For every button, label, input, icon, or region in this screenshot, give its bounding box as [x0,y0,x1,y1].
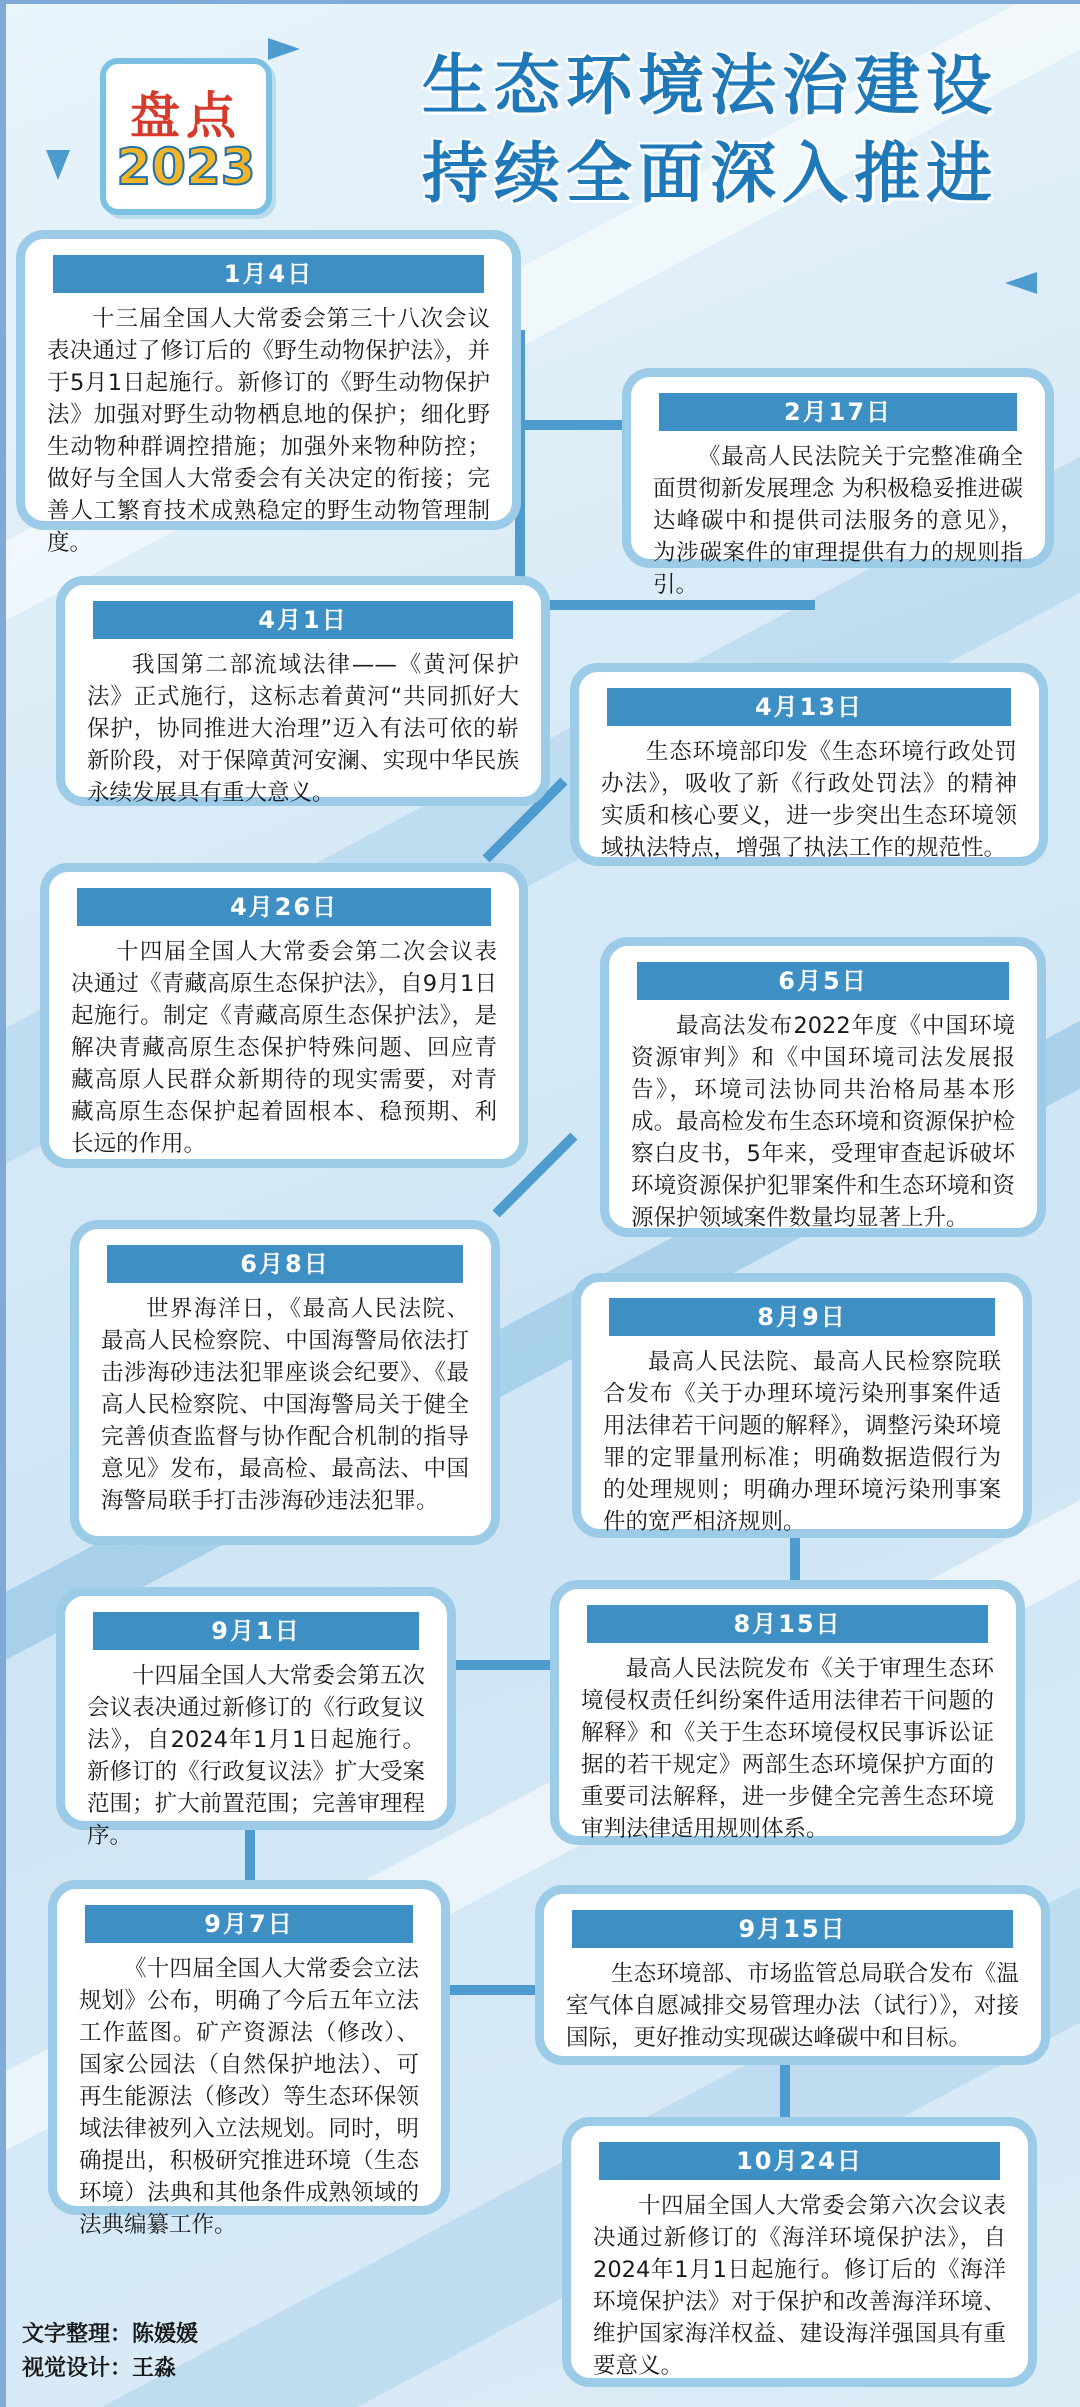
event-text: 生态环境部印发《生态环境行政处罚办法》，吸收了新《行政处罚法》的精神实质和核心要义，进一步突出生态环境领域执法特点，增强了执法工作的规范性。 [601,739,1017,861]
event-date: 8月15日 [587,1605,988,1643]
top-border [0,0,1080,4]
event-card-0907 [48,1880,450,2238]
event-date: 4月1日 [93,601,513,639]
event-date: 9月15日 [572,1910,1013,1948]
event-text: 《最高人民法院关于完整准确全面贯彻新发展理念 为积极稳妥推进碳达峰碳中和提供司法服务的意见》，为涉碳案件的审理提供有力的规则指引。 [653,444,1023,598]
timeline-connector [450,1660,560,1670]
page-title-line2: 持续全面深入推进 [422,135,998,212]
badge-year: 2023 [116,138,256,196]
credit-designer: 视觉设计：王淼 [22,2356,177,2381]
event-card-0915 [535,1885,1050,2065]
credits [22,2318,198,2386]
event-card-0217 [622,368,1054,598]
event-card-0608 [70,1220,500,1545]
event-card-0809 [572,1273,1032,1538]
event-date: 6月5日 [637,962,1009,1000]
event-date: 9月1日 [93,1612,419,1650]
event-card-0426 [40,863,528,1168]
event-text: 最高人民法院发布《关于审理生态环境侵权责任纠纷案件适用法律若干问题的解释》和《关于生态环境侵权民事诉讼证据的若干规定》两部生态环境保护方面的重要司法解释，进一步健全完善生态环境审判法律适用规则体系。 [581,1656,994,1842]
event-date: 2月17日 [659,393,1017,431]
event-text: 十四届全国人大常委会第五次会议表决通过新修订的《行政复议法》，自2024年1月1日起施行。新修订的《行政复议法》扩大受案范围；扩大前置范围；完善审理程序。 [87,1663,425,1849]
timeline-connector [780,2060,790,2120]
event-text: 生态环境部、市场监管总局联合发布《温室气体自愿减排交易管理办法（试行）》，对接国际，更好推动实现碳达峰碳中和目标。 [566,1961,1019,2051]
triangle-icon [1005,272,1037,294]
page-title-line1: 生态环境法治建设 [422,47,998,124]
event-card-0815 [550,1580,1025,1845]
event-card-0901 [56,1587,456,1849]
badge-label: 盘点 [130,87,242,145]
event-date: 4月13日 [607,688,1011,726]
event-card-1024 [562,2117,1037,2387]
event-date: 9月7日 [85,1905,413,1943]
event-card-0605 [600,937,1046,1237]
credit-writer: 文字整理：陈媛媛 [22,2322,199,2347]
event-text: 十四届全国人大常委会第六次会议表决通过新修订的《海洋环境保护法》，自2024年1月1日起施行。修订后的《海洋环境保护法》对于保护和改善海洋环境、维护国家海洋权益、建设海洋强国具有重要意义。 [593,2193,1006,2379]
event-date: 8月9日 [609,1298,995,1336]
event-date: 4月26日 [77,888,491,926]
event-date: 10月24日 [599,2142,1000,2180]
event-text: 最高法发布2022年度《中国环境资源审判》和《中国环境司法发展报告》，环境司法协同共治格局基本形成。最高检发布生态环境和资源保护检察白皮书，5年来，受理审查起诉破坏环境资源保护犯罪案件和生态环境和资源保护领域案件数量均显著上升。 [631,1013,1015,1231]
event-card-0401 [56,576,550,806]
triangle-icon [268,38,300,60]
event-text: 《十四届全国人大常委会立法规划》公布，明确了今后五年立法工作蓝图。矿产资源法（修改）、国家公园法（自然保护地法）、可再生能源法（修改）等生态环保领域法律被列入立法规划。同时，明确提出，积极研究推进环境（生态环境）法典和其他条件成熟领域的法典编纂工作。 [79,1956,419,2238]
event-card-0104 [16,230,521,556]
event-text: 最高人民法院、最高人民检察院联合发布《关于办理环境污染刑事案件适用法律若干问题的解释》，调整污染环境罪的定罪量刑标准；明确数据造假行为的处理规则；明确办理环境污染刑事案件的宽严相济规则。 [603,1349,1001,1535]
timeline-connector [515,420,635,430]
timeline-connector [445,1985,535,1995]
timeline-connector [515,600,815,610]
event-card-0413 [570,663,1048,866]
event-text: 十四届全国人大常委会第二次会议表决通过《青藏高原生态保护法》，自9月1日起施行。制定《青藏高原生态保护法》，是解决青藏高原生态保护特殊问题、回应青藏高原人民群众新期待的现实需要，对青藏高原生态保护起着固根本、稳预期、利长远的作用。 [71,939,497,1157]
year-badge [100,58,272,215]
event-text: 十三届全国人大常委会第三十八次会议表决通过了修订后的《野生动物保护法》，并于5月1日起施行。新修订的《野生动物保护法》加强对野生动物栖息地的保护；细化野生动物种群调控措施；加强外来物种防控；做好与全国人大常委会有关决定的衔接；完善人工繁育技术成熟稳定的野生动物管理制度。 [47,306,490,556]
event-text: 我国第二部流域法律——《黄河保护法》正式施行，这标志着黄河“共同抓好大保护，协同推进大治理”迈入有法可依的崭新阶段，对于保障黄河安澜、实现中华民族永续发展具有重大意义。 [87,652,519,806]
triangle-icon [46,150,70,180]
event-date: 6月8日 [107,1245,463,1283]
event-text: 世界海洋日，《最高人民法院、最高人民检察院、中国海警局依法打击涉海砂违法犯罪座谈会纪要》、《最高人民检察院、中国海警局关于健全完善侦查监督与协作配合机制的指导意见》发布，最高检、最高法、中国海警局联手打击涉海砂违法犯罪。 [101,1296,469,1514]
event-date: 1月4日 [53,255,484,293]
left-border [0,0,6,2407]
